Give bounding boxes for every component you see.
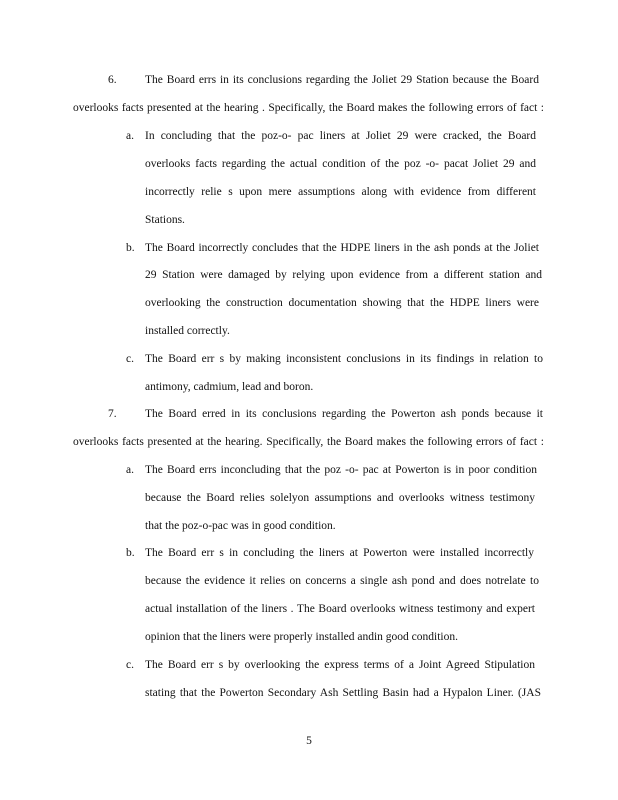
list-item-line: The Board errs inconcluding that the poz -o- pac at Powerton is in poor condition <box>145 464 537 476</box>
list-item-line: In concluding that the poz-o- pac liners at Joliet 29 were cracked, the Board <box>145 130 536 142</box>
paragraph-line: overlooks facts presented at the hearing. Specifically, the Board makes the following errors of fact : <box>73 436 544 448</box>
paragraph-number: 6. <box>108 74 117 86</box>
list-item-line: that the poz-o-pac was in good condition. <box>145 520 336 532</box>
list-item-letter: a. <box>126 130 134 142</box>
list-item-letter: b. <box>126 242 135 254</box>
list-item-line: overlooks facts regarding the actual condition of the poz -o- pacat Joliet 29 and <box>145 158 536 170</box>
list-item-line: Stations. <box>145 214 185 226</box>
list-item-line: installed correctly. <box>145 325 230 337</box>
list-item-line: stating that the Powerton Secondary Ash Settling Basin had a Hypalon Liner. (JAS <box>145 687 541 699</box>
list-item-line: The Board err s by making inconsistent conclusions in its findings in relation to <box>145 353 543 365</box>
page-number: 5 <box>306 735 312 747</box>
paragraph-line: The Board erred in its conclusions regarding the Powerton ash ponds because it <box>145 408 543 420</box>
list-item-letter: a. <box>126 464 134 476</box>
list-item-line: incorrectly relie s upon mere assumptions along with evidence from different <box>145 186 536 198</box>
list-item-line: opinion that the liners were properly installed andin good condition. <box>145 631 458 643</box>
paragraph-line: overlooks facts presented at the hearing . Specifically, the Board makes the following errors of fact : <box>73 102 544 114</box>
paragraph-line: The Board errs in its conclusions regarding the Joliet 29 Station because the Board <box>145 74 539 86</box>
list-item-line: actual installation of the liners . The Board overlooks witness testimony and expert <box>145 603 535 615</box>
paragraph-number: 7. <box>108 408 117 420</box>
list-item-letter: b. <box>126 547 135 559</box>
list-item-line: because the evidence it relies on concerns a single ash pond and does notrelate to <box>145 575 539 587</box>
list-item-letter: c. <box>126 659 134 671</box>
list-item-line: antimony, cadmium, lead and boron. <box>145 381 314 393</box>
list-item-line: The Board err s by overlooking the express terms of a Joint Agreed Stipulation <box>145 659 535 671</box>
list-item-line: overlooking the construction documentation showing that the HDPE liners were <box>145 297 539 309</box>
list-item-line: because the Board relies solelyon assumptions and overlooks witness testimony <box>145 492 535 504</box>
list-item-letter: c. <box>126 353 134 365</box>
list-item-line: 29 Station were damaged by relying upon evidence from a different station and <box>145 269 542 281</box>
list-item-line: The Board err s in concluding the liners at Powerton were installed incorrectly <box>145 547 534 559</box>
list-item-line: The Board incorrectly concludes that the HDPE liners in the ash ponds at the Joliet <box>145 242 539 254</box>
